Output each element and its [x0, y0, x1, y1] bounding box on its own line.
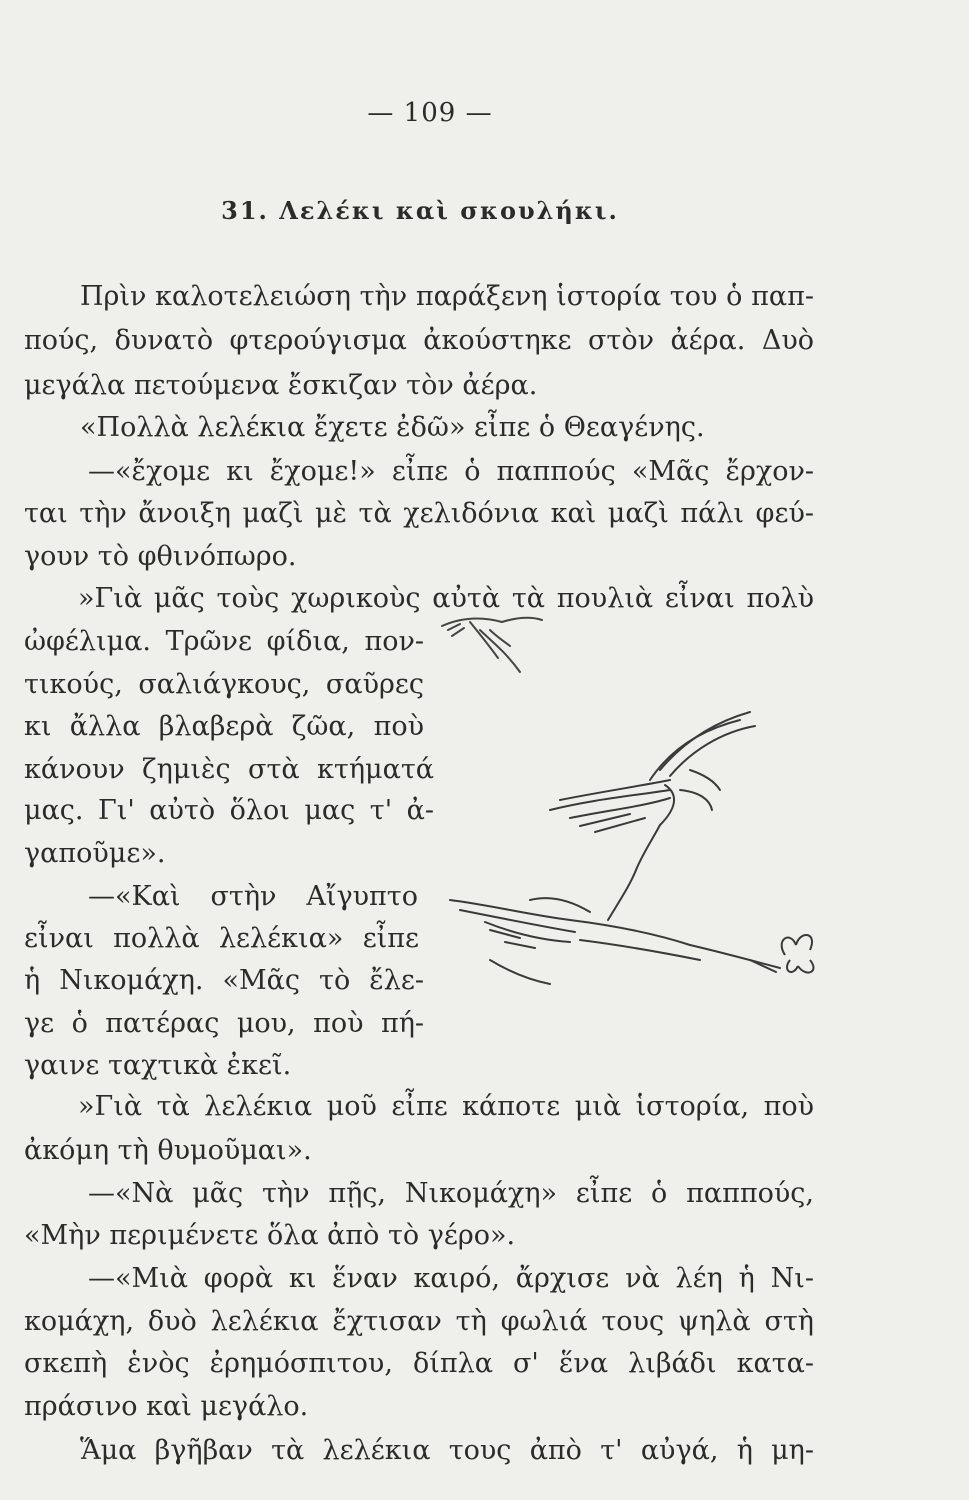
text-line: μας. Γι' αὐτὸ ὅλοι μας τ' ἀ- [24, 795, 434, 826]
text-line: —«Μιὰ φορὰ κι ἕναν καιρό, ἄρχισε νὰ λέη ἡ Νι- [88, 1263, 814, 1294]
text-line: κάνουν ζημιὲς στὰ κτήματά [24, 754, 434, 785]
text-line: »Γιὰ μᾶς τοὺς χωρικοὺς αὐτὰ τὰ πουλιὰ εἶναι πολὺ [78, 583, 814, 614]
text-line: ἡ Νικομάχη. «Μᾶς τὸ ἔλε- [24, 965, 424, 996]
text-line: —«ἔχομε κι ἔχομε!» εἶπε ὁ παππούς «Μᾶς ἔρχον- [88, 456, 814, 487]
storks-illustration [430, 600, 830, 1040]
text-line: σκεπὴ ἑνὸς ἐρημόσπιτου, δίπλα σ' ἕνα λιβάδι κατα- [24, 1348, 814, 1379]
text-line: ται τὴν ἄνοιξη μαζὶ μὲ τὰ χελιδόνια καὶ μαζὶ πάλι φεύ- [24, 498, 814, 529]
text-line: —«Καὶ στὴν Αἴγυπτο [88, 881, 418, 912]
text-line: γε ὁ πατέρας μου, ποὺ πή- [24, 1008, 424, 1039]
text-line: γαινε ταχτικὰ ἐκεῖ. [24, 1050, 292, 1081]
butterfly-icon [782, 935, 814, 973]
text-line: ὠφέλιμα. Τρῶνε φίδια, πον- [24, 626, 424, 657]
flying-stork-upper-icon [550, 712, 755, 920]
text-line: μεγάλα πετούμενα ἔσκιζαν τὸν ἀέρα. [24, 370, 538, 401]
text-line: Ἅμα βγῆβαν τὰ λελέκια τους ἀπὸ τ' αὐγά, ἡ μη- [80, 1435, 814, 1466]
page-number: — 109 — [367, 98, 493, 128]
text-line: «Μὴν περιμένετε ὅλα ἀπὸ τὸ γέρο». [24, 1220, 516, 1251]
text-line: Πρὶν καλοτελειώση τὴν παράξενη ἱστορία του ὁ παπ- [80, 281, 814, 312]
text-line: πράσινο καὶ μεγάλο. [24, 1391, 309, 1422]
text-line: —«Νὰ μᾶς τὴν πῇς, Νικομάχη» εἶπε ὁ παππούς, [88, 1178, 814, 1209]
text-line: ἀκόμη τὴ θυμοῦμαι». [24, 1135, 312, 1166]
text-line: γαποῦμε». [24, 838, 166, 869]
small-bird-icon [442, 618, 542, 672]
text-line: κι ἄλλα βλαβερὰ ζῶα, ποὺ [24, 711, 424, 742]
text-line: πούς, δυνατὸ φτερούγισμα ἀκούστηκε στὸν ἀέρα. Δυὸ [24, 325, 814, 356]
chapter-title: 31. Λελέκι καὶ σκουλήκι. [221, 196, 619, 225]
text-line: γουν τὸ φθινόπωρο. [24, 541, 297, 572]
text-line: τικούς, σαλιάγκους, σαῦρες [24, 669, 424, 700]
text-line: »Γιὰ τὰ λελέκια μοῦ εἶπε κάποτε μιὰ ἱστορία, ποὺ [78, 1091, 814, 1122]
flying-stork-lower-icon [450, 898, 780, 984]
text-line: κομάχη, δυὸ λελέκια ἔχτισαν τὴ φωλιά τους ψηλὰ στὴ [24, 1306, 814, 1337]
text-line: «Πολλὰ λελέκια ἔχετε ἐδῶ» εἶπε ὁ Θεαγένης. [80, 412, 705, 443]
text-line: εἶναι πολλὰ λελέκια» εἶπε [24, 923, 419, 954]
